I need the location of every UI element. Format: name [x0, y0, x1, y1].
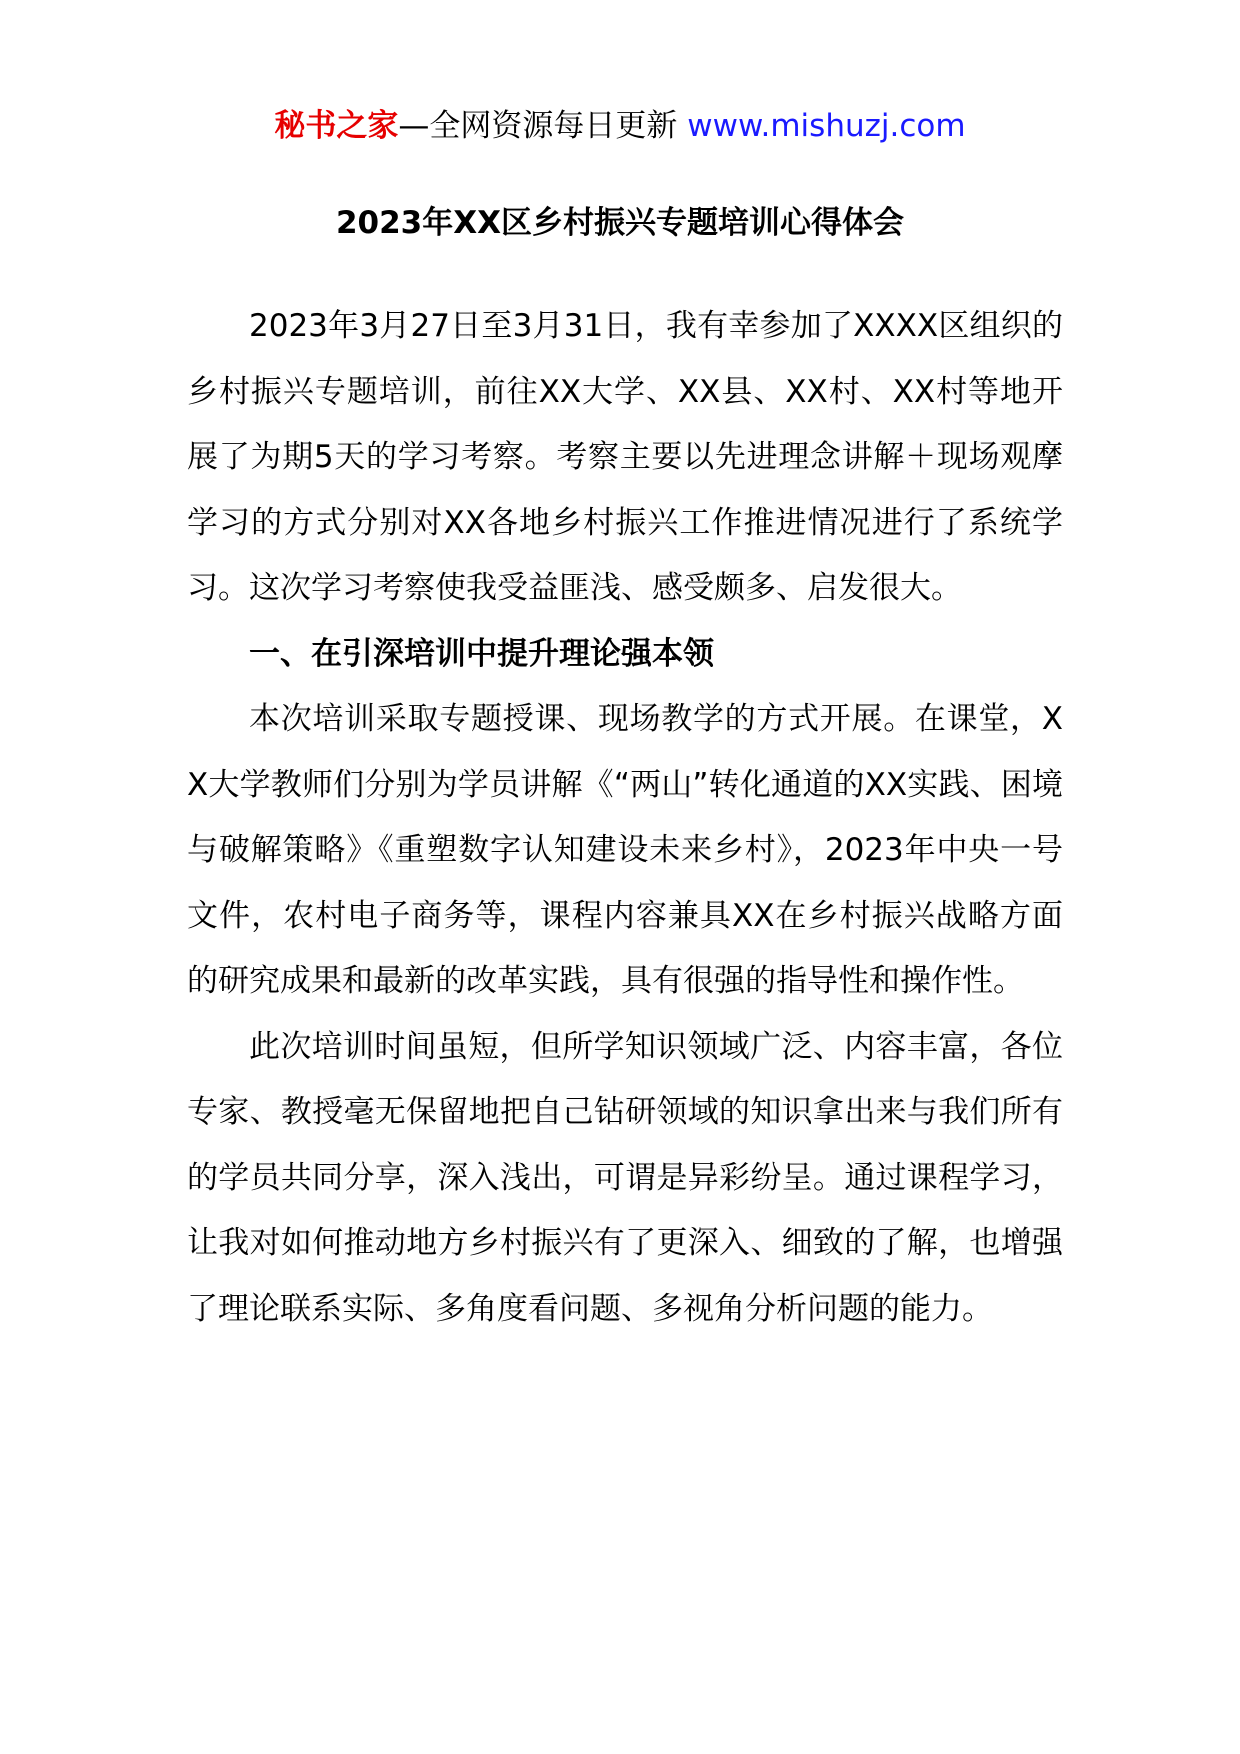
site-header: [0, 104, 1240, 148]
brand-name: 秘书之家: [274, 108, 399, 144]
section-heading: 一、在引深培训中提升理论强本领: [249, 635, 714, 672]
site-tagline: —全网资源每日更新: [398, 108, 688, 144]
document-body: [187, 294, 1063, 1342]
intro-paragraph: 2023年3月27日至3月31日，我有幸参加了XXXX区组织的乡村振兴专题培训，前往XX大学、XX县、XX村、XX村等地开展了为期5天的学习考察。考察主要以先进理念讲解＋现场观摩学习的方式分别对XX各地乡村振兴工作推进情况进行了系统学习。这次学习考察使我受益匪浅、感受颇多、启发很大。: [187, 308, 1063, 606]
section-paragraph-1: 本次培训采取专题授课、现场教学的方式开展。在课堂，XX大学教师们分别为学员讲解《“两山”转化通道的XX实践、困境与破解策略》《重塑数字认知建设未来乡村》，2023年中央一号文件，农村电子商务等，课程内容兼具XX在乡村振兴战略方面的研究成果和最新的改革实践，具有很强的指导性和操作性。: [187, 701, 1063, 999]
section-paragraph-2: 此次培训时间虽短，但所学知识领域广泛、内容丰富，各位专家、教授毫无保留地把自己钻研领域的知识拿出来与我们所有的学员共同分享，深入浅出，可谓是异彩纷呈。通过课程学习，让我对如何推动地方乡村振兴有了更深入、细致的了解，也增强了理论联系实际、多角度看问题、多视角分析问题的能力。: [187, 1028, 1063, 1327]
site-url-link[interactable]: www.mishuzj.com: [687, 108, 966, 144]
document-title: 2023年XX区乡村振兴专题培训心得体会: [335, 205, 905, 241]
